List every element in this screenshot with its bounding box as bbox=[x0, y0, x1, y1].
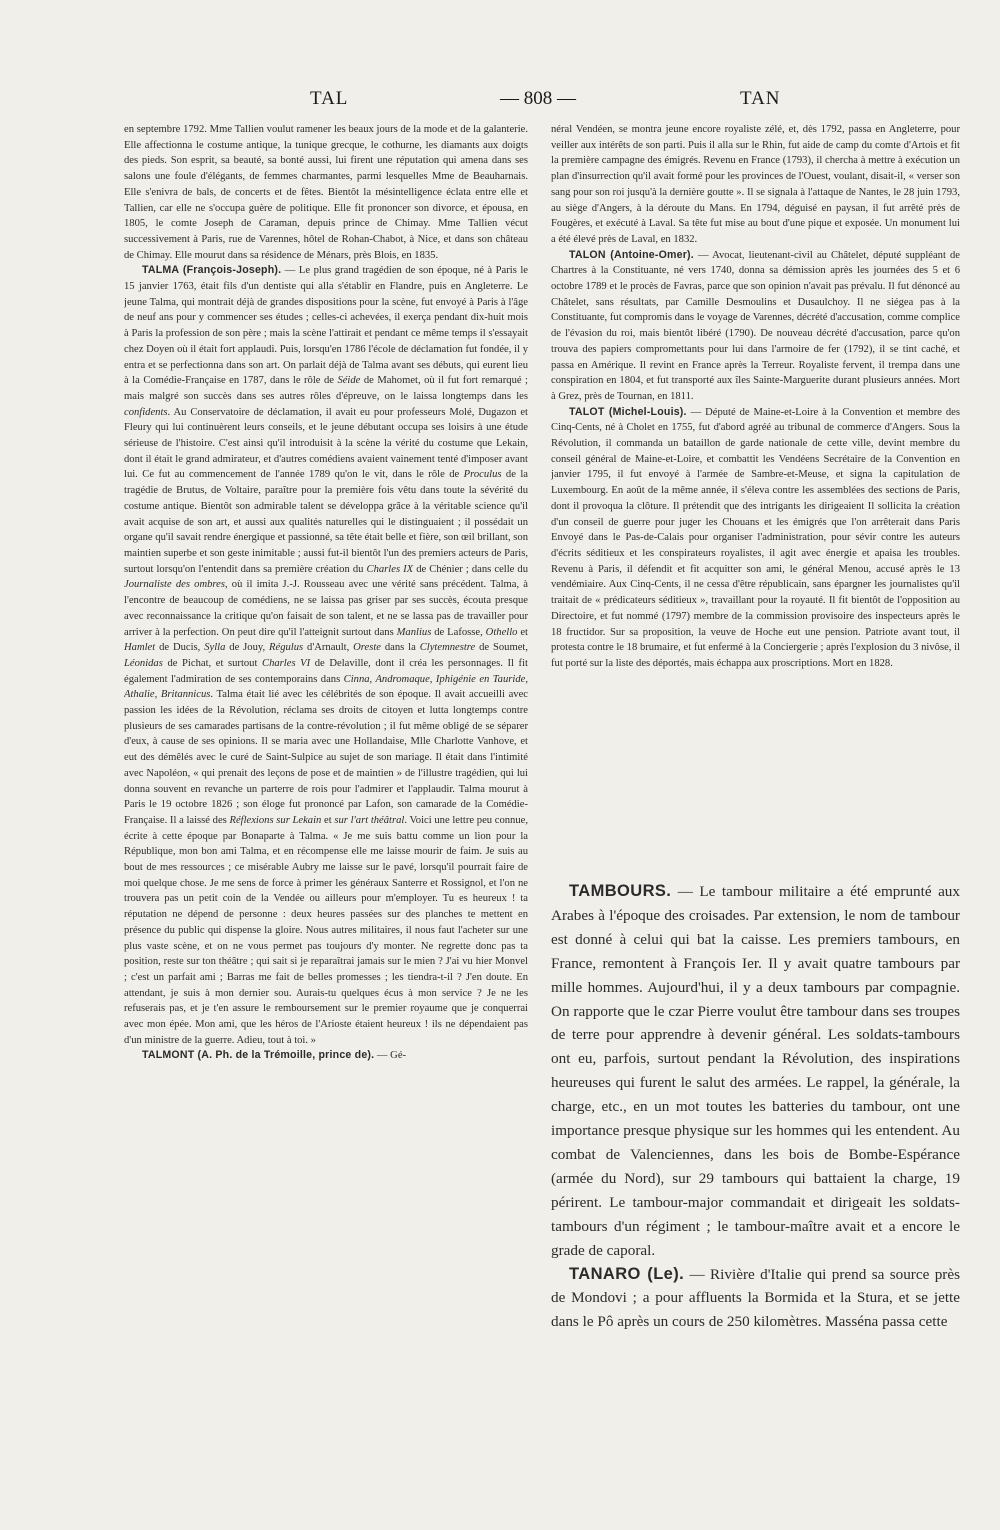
header-right-keyword: TAN bbox=[740, 88, 781, 109]
left-column bbox=[124, 122, 528, 1387]
entry-talma: TALMA (François-Joseph). — Le plus grand tragédien de son époque, né à Paris le 15 janvier 1763, était fils d'un dentiste qui alla s'établir en Flandre, puis en Angleterre. Le jeune Talma, qui montrait déjà de grandes dispositions pour la scène, fut envoyé à Paris à l'âge de neuf ans pour y commencer ses études ; celles-ci achevées, il exerça pendant dix-huit mois à Paris la profession de son père ; mais la scène l'attirait et pendant ce même temps il s'essayait chez Doyen où il était fort applaudi. Puis, lorsqu'en 1786 l'école de déclamation fut fondée, il y entra et se perfectionna dans son art. On parlait déjà de Talma avant ses débuts, qui eurent lieu à la Comédie-Française en 1787, dans le rôle de Séide de Mahomet, où il fut fort remarqué ; mais malgré son succès dans ses autres rôles d'épreuve, on le laissa longtemps dans les confidents. Au Conservatoire de déclamation, il avait eu pour professeurs Molé, Dugazon et Fleury qui lui continuèrent leurs conseils, et le jeune débutant occupa ses loisirs à une étude sérieuse de l'histoire. C'est ainsi qu'il introduisit à la scène la vérité du costume que Lekain, dont il était le grand admirateur, et d'autres comédiens avaient vainement tenté d'imposer avant lui. Ce fut au commencement de l'année 1789 qu'on le vit, dans le rôle de Proculus de la tragédie de Brutus, de Voltaire, paraître pour la première fois vêtu dans toute la sévérité du costume antique. Bientôt son admirable talent se développa grâce à la véritable science qu'il avait acquise de son art, et aussi aux qualités naturelles qui le distinguaient ; il possédait un organe qu'il savait rendre énergique et passionné, sa tête était belle et fière, son œil brillant, son maintien superbe et son geste inimitable ; aussi fut-il bientôt l'un des premiers acteurs de Paris, surtout lorsqu'on l'entendit dans sa première création du Charles IX de Chénier ; dans celle du Journaliste des ombres, où il imita J.-J. Rousseau avec une vérité sans précédent. Talma, à l'encontre de beaucoup de comédiens, ne se laissa pas griser par ses succès, écouta presque avec reconnaissance la critique qu'on faisait de son talent, et ne se lassa pas de travailler pour arriver à la perfection. On peut dire qu'il l'atteignit surtout dans Manlius de Lafosse, Othello et Hamlet de Ducis, Sylla de Jouy, Régulus d'Arnault, Oreste dans la Clytemnestre de Soumet, Léonidas de Pichat, et surtout Charles VI de Delaville, dont il créa les personnages. Il fit également l'admiration de ses contemporains dans Cinna, Andromaque, Iphigénie en Tauride, Athalie, Britannicus. Talma était lié avec les célébrités de son époque. Il avait accueilli avec passion les idées de la Révolution, réclama ses droits de citoyen et lutta longtemps contre plusieurs de ses camarades partisans de la contre-révolution ; il fut même obligé de se séparer d'eux, à cause de ses opinions. Il se maria avec une Hollandaise, Mlle Charlotte Vanhove, et eut des démêlés avec le curé de Saint-Sulpice au sujet de son mariage. Il était dans l'intimité avec Napoléon, « qui prenait des leçons de pose et de maintien » de l'illustre tragédien, qui lui donna souvent en revanche un parterre de rois pour l'admirer et l'applaudir. Talma mourut à Paris le 19 octobre 1826 ; son éloge fut prononcé par Lafon, son camarade de la Comédie-Française. Il a laissé des Réflexions sur Lekain et sur l'art théâtral. Voici une lettre peu connue, écrite à cette époque par Bonaparte à Talma. « Je me suis battu comme un lion pour la République, mon bon ami Talma, et en récompense elle me laisse mourir de faim. Je suis au bout de mes ressources ; ce misérable Aubry me laisse sur le pavé, lorsqu'il pourrait faire de moi quelque chose. Je me sens de force à primer les généraux Santerre et Rossignol, et l'on ne trouvera pas un petit coin de la Vendée ou ailleurs pour m'employer. Tu es heureux ! ta réputation ne dépend de personne : deux heures passées sur des planches te mettent en présence du public qui dispense la gloire. Nous autres militaires, il nous faut l'acheter sur une plus vaste scène, et on ne vous permet pas toujours d'y monter. Ne regrette donc pas ta position, reste sur ton théâtre ; qui sait si je reparaîtrai jamais sur le mien ? J'ai vu hier Monvel ; c'est un parfait ami ; Barras me fait de belles promesses ; les tiendra-t-il ? J'en doute. En attendant, je suis à mon dernier sou. Aurais-tu quelques écus à mon service ? Je ne les refuserais pas, et je t'en assure le remboursement sur le premier royaume que je conquerrai avec mon épée. Mon ami, que les héros de l'Arioste étaient heureux ! ils ne dépendaient pas d'un ministre de la guerre. Adieu, tout à toi. » bbox=[124, 264, 528, 1046]
entry-talmont: TALMONT (A. Ph. de la Trémoille, prince de). — Gé- bbox=[142, 1049, 407, 1062]
entry-talot: TALOT (Michel-Louis). — Député de Maine-et-Loire à la Convention et membre des Cinq-Cents, né à Cholet en 1755, fut d'abord agréé au tribunal de commerce d'Angers. Sous la Révolution, il commanda un bataillon de garde nationale de cette ville, devint membre du conseil général de Maine-et-Loire, et combattit les Vendéens Secrétaire de la Convention en janvier 1795, il fut envoyé à l'armée de Sambre-et-Meuse, et signa la capitulation de Luxembourg. En août de la même année, il s'éleva contre les assemblées des sections de Paris, dont il provoqua la clôture. Il prétendit que des intrigants les dirigeaient Il sollicita la création d'un conseil de guerre pour juger les Chouans et les émigrés que l'on arrêterait dans Paris Envoyé dans le Pas-de-Calais pour organiser l'administration, pour sévir contre les auteurs d'écrits séditieux et les conspirateurs royalistes, il agit avec énergie et apaisa les troubles. Revenu à Paris, il défendit et fit acquitter son ami, le général Menou, accusé après le 13 vendémiaire. Aux Cinq-Cents, il ne cessa d'être républicain, sans épargner les journalistes qu'il traitait de « prédicateurs séditieux », travaillant pour la royauté. Il fit bientôt de l'opposition au Directoire, et fut nommé (1797) membre de la commission provisoire des inspecteurs après le 18 fructidor. Sur sa proposition, la veuve de Hoche eut une pension. Patriote avant tout, il protesta contre le 18 brumaire, et fut enfermé à la Conciergerie ; après l'explosion du 3 nivôse, il fut porté sur la liste des déportés, mais échappa aux proscriptions. Mort en 1828. bbox=[551, 405, 960, 669]
entry-tanaro: TANARO (Le). — Rivière d'Italie qui prend sa source près de Mondovi ; a pour affluents la Bormida et la Stura, et se jette dans le Pô après un cours de 250 kilomètres. Masséna passa cette bbox=[551, 1264, 960, 1331]
headword-tambours: TAMBOURS. bbox=[569, 882, 672, 900]
entry-talon: TALON (Antoine-Omer). — Avocat, lieutenant-civil au Châtelet, député suppléant de Chartres à la Constituante, né vers 1740, donna sa démission après les journées des 5 et 6 octobre 1789 et le procès de Favras, parce que son opinion n'avait pas prévalu. Il fut dénoncé au Châtelet, sans résultats, par Camille Desmoulins et Dusaulchoy. Il ne siégea pas à la Constituante, fut compromis dans le voyage de Varennes, décrété d'accusation, comme complice de l'évasion du roi, mais bientôt libéré (1790). De nouveau décrété d'accusation, parce qu'on trouva des papiers compromettants pour lui dans l'armoire de fer (1792), il se tint caché, et passa en Amérique. Il revint en France après la Terreur. Royaliste fervent, il trempa dans une conspiration en 1804, et fut transporté aux îles Sainte-Marguerite durant plusieurs années. Mort à Grez, près de Tournan, en 1811. bbox=[551, 248, 960, 402]
right-column-bottom bbox=[551, 880, 960, 1400]
entry-tambours: TAMBOURS. — Le tambour militaire a été emprunté aux Arabes à l'époque des croisades. Par extension, le nom de tambour est donné à celui qui bat la caisse. Les premiers tambours, en France, remontent à François Ier. Il y avait quatre tambours par mille hommes. Aujourd'hui, il y a deux tambours par compagnie. On rapporte que le czar Pierre voulut être tambour dans ses troupes de terre pour apprendre à devenir général. Les soldats-tambours ont eu, parfois, surtout pendant la Révolution, des inspirations heureuses qui furent le salut des armées. Le rappel, la générale, la charge, etc., en un mot toutes les batteries du tambour, ont une importance presque physique sur les hommes qui les entendent. Au combat de Valenciennes, dans les bois de Bombe-Espérance (armée du Nord), sur 29 tambours qui battaient la charge, 19 périrent. Le tambour-major commandait et dirigeait les soldats-tambours d'un régiment ; le tambour-maître avait et a encore le grade de caporal. bbox=[551, 882, 960, 1259]
right-column-top bbox=[551, 122, 960, 847]
page-number: — 808 — bbox=[500, 88, 576, 109]
entry-talmont-continued: néral Vendéen, se montra jeune encore royaliste zélé, et, dès 1792, passa en Angleterre, pour veiller aux intérêts de son parti. Puis il alla sur le Rhin, fut aide de camp du comte d'Artois et fit la première campagne des émigrés. Revenu en France (1793), il chercha à mettre à exécution un plan d'insurrection qu'il avait formé pour les provinces de l'Ouest, voulant, disait-il, « verser son sang pour son roi jusqu'à la dernière goutte ». Il se signala à l'attaque de Nantes, le 28 juin 1793, au siège d'Angers, à la déroute du Mans. En 1794, déguisé en paysan, il fut arrêté près de Fougères, et exécuté à Laval. Sa tête fut mise au bout d'une pique et exposée. Un monument lui a été élevé près de Laval, en 1832. bbox=[551, 124, 960, 245]
entry-tallien-continued: en septembre 1792. Mme Tallien voulut ramener les beaux jours de la mode et de la galanterie. Elle affectionna le costume antique, la tunique grecque, le cothurne, les diamants aux doigts des pieds. Son esprit, sa beauté, sa bonté aussi, lui firent une réputation qui amena dans ses salons une foule d'élégants, de femmes charmantes, parmi lesquelles Mme de Beauharnais. Elle s'enivra de bals, de concerts et de fêtes. Bientôt la mésintelligence éclata entre elle et Tallien, car elle ne s'occupa guère de politique. Elle fit prononcer son divorce, et épousa, en 1805, le comte Joseph de Caraman, depuis prince de Chimay. Mme Tallien vécut successivement à Paris, rue de Varennes, hôtel de Rohan-Chabot, à Nice, et dans son château de Chimay. Elle mourut dans sa résidence de Ménars, près Blois, en 1835. bbox=[124, 124, 528, 261]
page-header bbox=[120, 88, 880, 114]
headword-talot: TALOT (Michel-Louis). bbox=[569, 405, 687, 418]
headword-talmont: TALMONT (A. Ph. de la Trémoille, prince de). bbox=[142, 1049, 375, 1062]
header-left-keyword: TAL bbox=[310, 88, 349, 109]
headword-tanaro: TANARO (Le). bbox=[569, 1264, 685, 1283]
headword-talma: TALMA (François-Joseph). bbox=[142, 264, 282, 277]
headword-talon: TALON (Antoine-Omer). bbox=[569, 248, 694, 261]
